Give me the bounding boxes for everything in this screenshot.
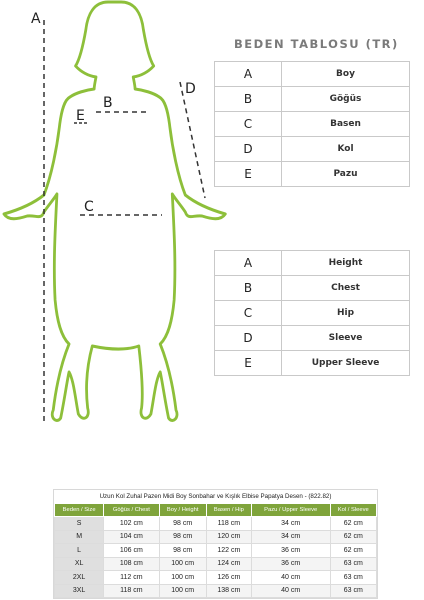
table-row (55, 544, 377, 558)
cell-sleeve: 62 cm (330, 517, 376, 531)
column-header-chest: Göğüs / Chest (104, 504, 159, 517)
legend-table-english (214, 250, 410, 376)
column-header-sleeve: Kol / Sleeve (330, 504, 376, 517)
legend-value: Basen (282, 112, 410, 137)
cell-chest: 112 cm (104, 571, 159, 585)
legend-row (215, 112, 410, 137)
cell-height: 100 cm (159, 571, 206, 585)
cell-chest: 106 cm (104, 544, 159, 558)
legend-key: C (215, 112, 282, 137)
legend-value: Pazu (282, 162, 410, 187)
legend-key: B (215, 87, 282, 112)
legend-row (215, 87, 410, 112)
label-e: E (76, 108, 85, 124)
legend-key: D (215, 137, 282, 162)
size-table-panel (53, 489, 378, 599)
column-header-hip: Basen / Hip (206, 504, 251, 517)
legend-value: Boy (282, 62, 410, 87)
legend-value: Height (282, 251, 410, 276)
cell-hip: 118 cm (206, 517, 251, 531)
sleeve-guide-line (180, 82, 205, 198)
legend-value: Hip (282, 301, 410, 326)
legend-key: A (215, 62, 282, 87)
size-table-header-row (55, 504, 377, 517)
cell-size: S (55, 517, 104, 531)
cell-upper-sleeve: 36 cm (251, 557, 330, 571)
legend-value: Kol (282, 137, 410, 162)
cell-chest: 108 cm (104, 557, 159, 571)
label-a: A (31, 11, 41, 27)
cell-sleeve: 62 cm (330, 544, 376, 558)
table-row (55, 517, 377, 531)
column-header-size: Beden / Size (55, 504, 104, 517)
size-chart-title: BEDEN TABLOSU (TR) (234, 37, 399, 51)
cell-height: 98 cm (159, 544, 206, 558)
legend-table-turkish (214, 61, 410, 187)
cell-size: 2XL (55, 571, 104, 585)
cell-hip: 124 cm (206, 557, 251, 571)
cell-sleeve: 63 cm (330, 571, 376, 585)
legend-value: Sleeve (282, 326, 410, 351)
cell-size: L (55, 544, 104, 558)
size-table-title: Uzun Kol Zuhal Pazen Midi Boy Sonbahar ve Kışlık Elbise Papatya Desen - (822.82) (99, 493, 332, 500)
legend-row (215, 301, 410, 326)
cell-upper-sleeve: 36 cm (251, 544, 330, 558)
cell-height: 98 cm (159, 517, 206, 531)
legend-row (215, 326, 410, 351)
cell-hip: 122 cm (206, 544, 251, 558)
column-header-height: Boy / Height (159, 504, 206, 517)
legend-row (215, 162, 410, 187)
legend-value: Chest (282, 276, 410, 301)
cell-upper-sleeve: 34 cm (251, 517, 330, 531)
cell-upper-sleeve: 40 cm (251, 571, 330, 585)
label-d: D (185, 81, 196, 97)
size-table (54, 503, 377, 598)
dress-figure-diagram (0, 0, 230, 430)
legend-key: C (215, 301, 282, 326)
legend-row (215, 137, 410, 162)
cell-size: XL (55, 557, 104, 571)
cell-size: M (55, 530, 104, 544)
legend-value: Göğüs (282, 87, 410, 112)
cell-height: 100 cm (159, 557, 206, 571)
legend-key: E (215, 351, 282, 376)
cell-upper-sleeve: 34 cm (251, 530, 330, 544)
cell-sleeve: 63 cm (330, 557, 376, 571)
cell-chest: 102 cm (104, 517, 159, 531)
label-b: B (103, 95, 113, 111)
legend-row (215, 251, 410, 276)
cell-sleeve: 62 cm (330, 530, 376, 544)
legend-key: A (215, 251, 282, 276)
legend-key: D (215, 326, 282, 351)
cell-sleeve: 63 cm (330, 584, 376, 598)
cell-hip: 120 cm (206, 530, 251, 544)
cell-chest: 104 cm (104, 530, 159, 544)
cell-hip: 126 cm (206, 571, 251, 585)
table-row (55, 571, 377, 585)
legend-row (215, 351, 410, 376)
legend-row (215, 276, 410, 301)
legend-value: Upper Sleeve (282, 351, 410, 376)
table-row (55, 557, 377, 571)
table-row (55, 530, 377, 544)
legend-key: B (215, 276, 282, 301)
table-row (55, 584, 377, 598)
dress-silhouette-outline (4, 2, 225, 420)
cell-upper-sleeve: 40 cm (251, 584, 330, 598)
label-c: C (84, 199, 94, 215)
legend-row (215, 62, 410, 87)
cell-size: 3XL (55, 584, 104, 598)
cell-height: 98 cm (159, 530, 206, 544)
legend-key: E (215, 162, 282, 187)
cell-chest: 118 cm (104, 584, 159, 598)
column-header-upper-sleeve: Pazu / Upper Sleeve (251, 504, 330, 517)
cell-height: 100 cm (159, 584, 206, 598)
cell-hip: 138 cm (206, 584, 251, 598)
